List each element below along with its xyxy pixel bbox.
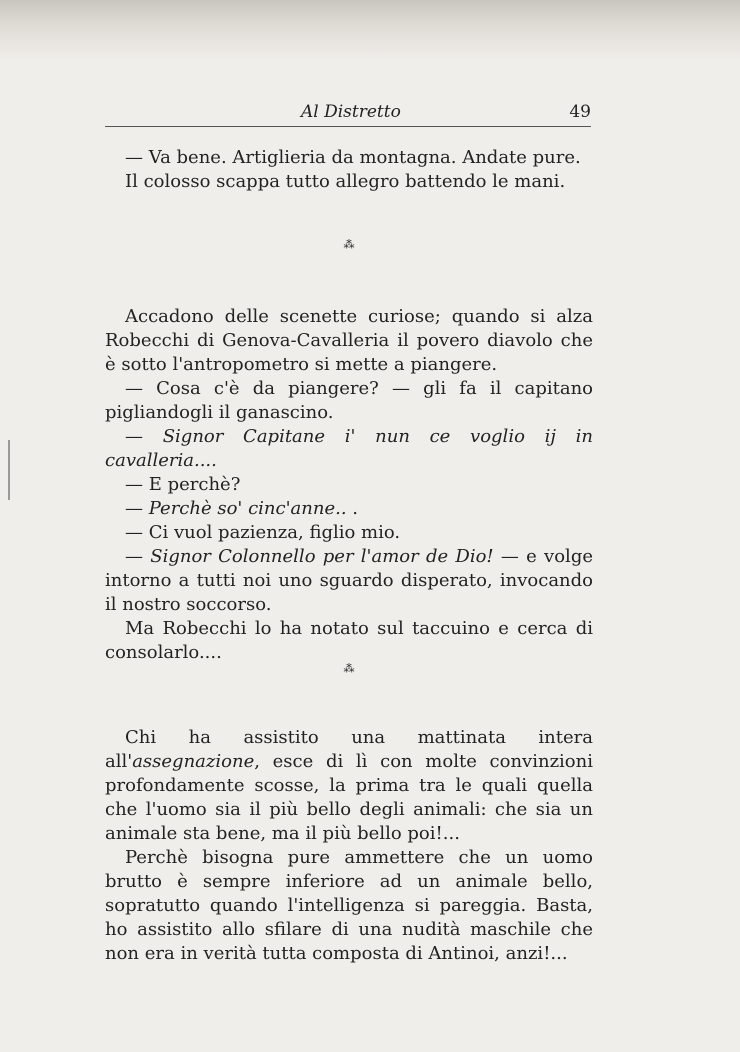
paragraph: Il colosso scappa tutto allegro battendo le mani. [125,171,566,192]
margin-mark [8,440,10,500]
italic-term: assegnazione [132,751,255,772]
italic-speech: Signor Colonnello per l'amor de Dio! [150,546,494,567]
paragraph [105,726,593,846]
dash: — [125,546,151,567]
paragraph [105,497,593,521]
paragraph-rest: , esce di lì con molte convinzioni profondamente scosse, la prima tra le quali quella che l'uomo sia il più bello degli animali: che sia un animale sta bene, ma il più bello poi!... [105,751,593,844]
section-break-asterism [334,664,364,673]
running-title: Al Distretto [301,102,401,122]
paragraph [105,425,593,473]
paragraph: — Cosa c'è da piangere? — gli fa il capitano pigliandogli il ganascino. [105,378,593,423]
asterism-glyph: ⁂ [343,238,355,251]
paragraph [105,545,593,617]
paragraph: Perchè bisogna pure ammettere che un uomo brutto è sempre inferiore ad un animale bello, sopratutto quando l'intelligenza si pareggia. Basta, ho assistito allo sfilare di una nudità maschile che non era in verità tutta composta di Antinoi, anzi!... [105,847,593,964]
text-block-1 [105,146,593,194]
trailing-dot: . [346,498,359,519]
text-block-2 [105,305,593,665]
paragraph: — Ci vuol pazienza, figlio mio. [125,522,401,543]
page-number: 49 [569,102,591,122]
scan-shadow [0,0,740,60]
text-block-3 [105,726,593,966]
italic-speech: Perchè so' cinc'anne.. [148,498,347,519]
dash: — [125,426,163,447]
italic-speech: Signor Capitane i' nun ce voglio ij in cavalleria.... [105,426,593,471]
asterism-glyph: ⁂ [343,662,355,675]
paragraph-rest: — e volge intorno a tutti noi uno sguardo disperato, invocando il nostro soccorso. [105,546,593,615]
paragraph: Ma Robecchi lo ha notato sul taccuino e cerca di consolarlo.... [105,618,593,663]
paragraph: Accadono delle scenette curiose; quando si alza Robecchi di Genova-Cavalleria il povero diavolo che è sotto l'antropometro si mette a piangere. [105,306,593,375]
section-break-asterism [334,240,364,249]
paragraph-start: Chi ha assistito una mattinata intera all' [105,727,593,772]
paragraph: — E perchè? [125,474,241,495]
dash: — [125,498,149,519]
paragraph: — Va bene. Artiglieria da montagna. Andate pure. [125,147,581,168]
page-header [105,102,591,127]
